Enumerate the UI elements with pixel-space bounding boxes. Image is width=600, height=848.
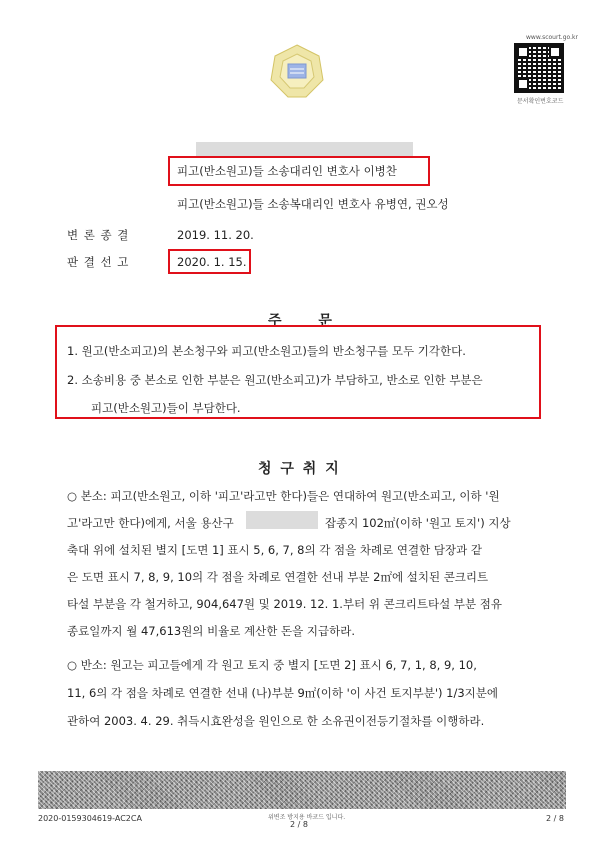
barcode-notice: 위변조 방지용 바코드 입니다. [268,814,346,821]
claim-main-line-2a: 고'라고만 한다)에게, 서울 용산구 [67,516,234,530]
claim-counter-line-2: 11, 6의 각 점을 차례로 연결한 선내 (나)부분 9㎡(이하 '이 사건 토지부분') 1/3지분에 [67,686,499,700]
qr-caption: 문서확인번호코드 [517,98,564,105]
order-item-2-line2: 피고(반소원고)들이 부담한다. [91,401,241,415]
qr-code-icon [514,43,564,93]
anti-forgery-barcode [38,771,566,809]
site-url: www.scourt.go.kr [526,34,578,41]
judgment-label: 판 결 선 고 [67,255,130,269]
sub-attorney-line: 피고(반소원고)들 소송복대리인 변호사 유병연, 권오성 [177,197,449,211]
claim-main-line-2b: 잡종지 102㎡(이하 '원고 토지') 지상 [325,516,511,530]
order-item-1: 1. 원고(반소피고)의 본소청구와 피고(반소원고)들의 반소청구를 모두 기각한다. [67,344,466,358]
judgment-date: 2020. 1. 15. [177,255,247,269]
document-id: 2020-0159304619-AC2CA [38,814,142,823]
order-item-2-line1: 2. 소송비용 중 본소로 인한 부분은 원고(반소피고)가 부담하고, 반소로 인한 부분은 [67,373,483,387]
closing-date: 2019. 11. 20. [177,228,254,242]
claim-main-line-5: 타설 부분을 각 철거하고, 904,647원 및 2019. 12. 1.부터 위 콘크리트타설 부분 점유 [67,597,502,611]
redacted-address [246,511,318,529]
court-seal-icon [268,42,326,100]
claim-main-line-6: 종료일까지 월 47,613원의 비율로 계산한 돈을 지급하라. [67,624,356,638]
claim-main-line-4: 은 도면 표시 7, 8, 9, 10의 각 점을 차례로 연결한 선내 부분 2㎡에 설치된 콘크리트 [67,570,489,584]
claim-main-line-3: 축대 위에 설치된 별지 [도면 1] 표시 5, 6, 7, 8의 각 점을 차례로 연결한 담장과 같 [67,543,482,557]
page-number-right: 2 / 8 [546,814,564,823]
page-number-center: 2 / 8 [290,820,308,829]
order-heading: 주 문 [268,313,334,329]
claim-main-line-1: ○ 본소: 피고(반소원고, 이하 '피고'라고만 한다)들은 연대하여 원고(반소피고, 이하 '원 [67,489,500,503]
claim-heading: 청 구 취 지 [258,461,341,477]
claim-counter-line-3: 관하여 2003. 4. 29. 취득시효완성을 원인으로 한 소유권이전등기절차를 이행하라. [67,714,485,728]
closing-label: 변 론 종 결 [67,228,130,242]
attorney-line: 피고(반소원고)들 소송대리인 변호사 이병찬 [177,164,397,178]
claim-counter-line-1: ○ 반소: 원고는 피고들에게 각 원고 토지 중 별지 [도면 2] 표시 6, 7, 1, 8, 9, 10, [67,658,477,672]
